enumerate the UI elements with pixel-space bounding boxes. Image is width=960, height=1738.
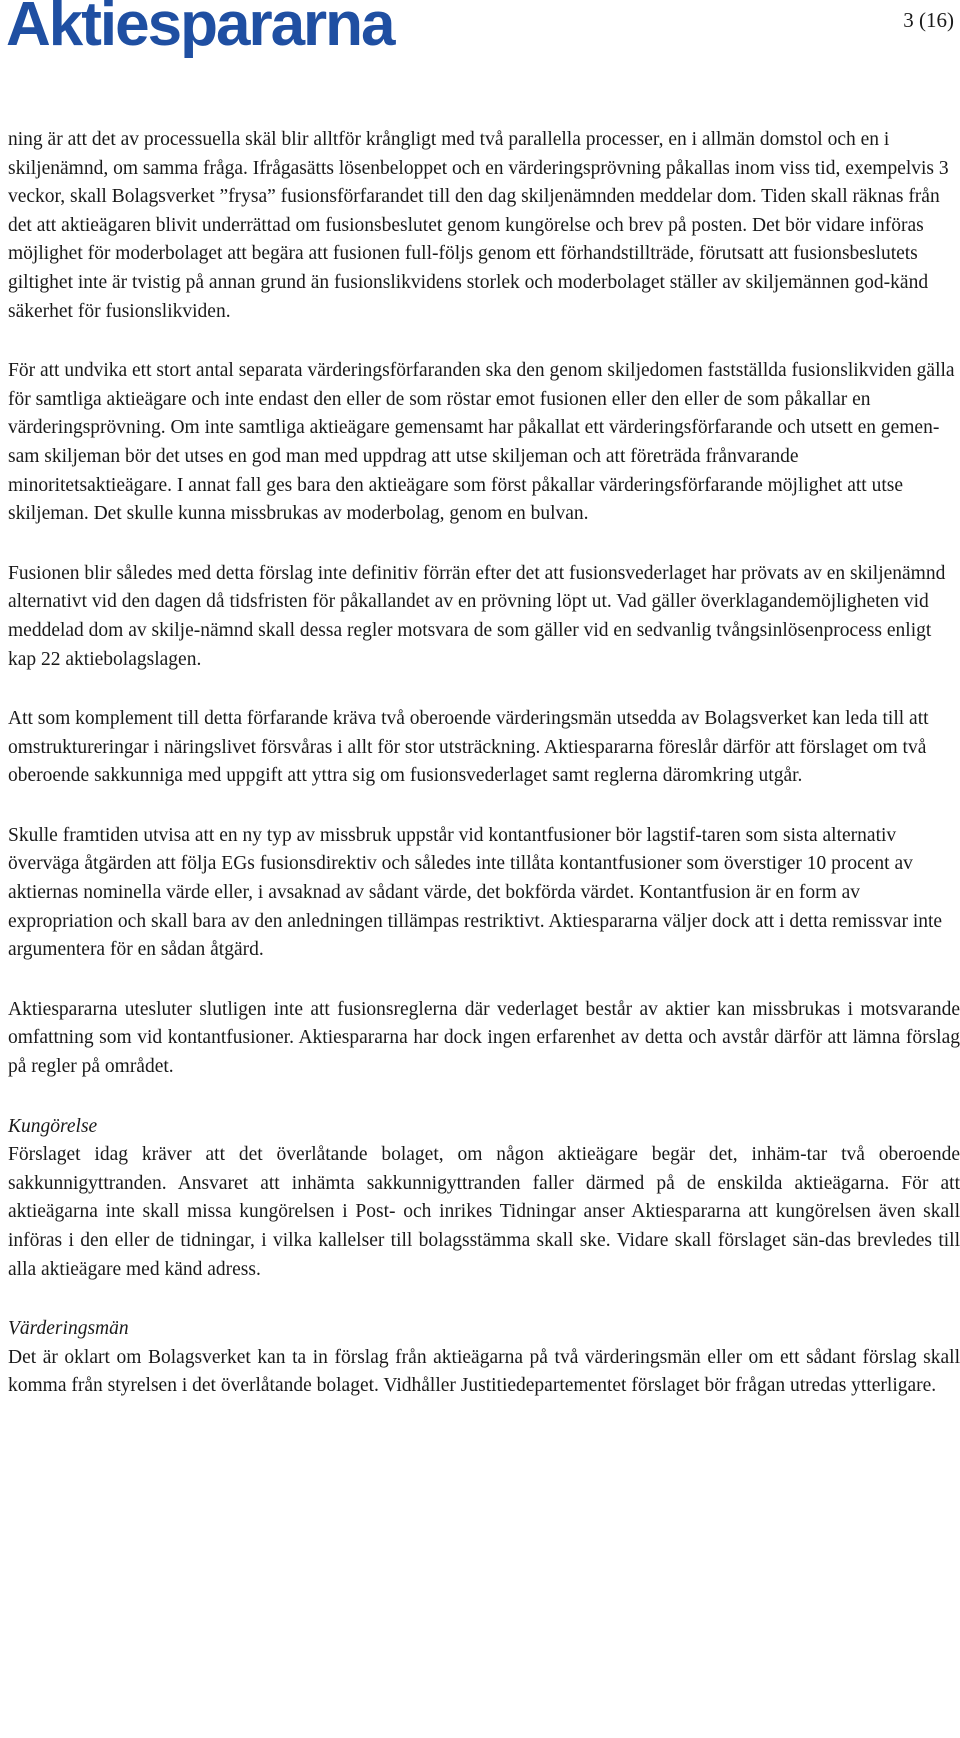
paragraph-independent-valuers: Att som komplement till detta förfarande kräva två oberoende värderingsmän utsedda av Bolagsverket kan leda till att omstruktureringar i näringslivet försvåras i allt för stor utsträckning. Aktiespararna föreslår därför att förslaget om två oberoende sakkunniga med uppgift att yttra sig om fusionsvederlaget samt reglerna däromkring utgår.	[8, 708, 929, 787]
section-kungorelse	[8, 1113, 960, 1285]
section-text-kungorelse: Förslaget idag kräver att det överlåtande bolaget, om någon aktieägare begär det, inhäm-tar två oberoende sakkunnigyttranden. Ansvaret att inhämta sakkunnigyttranden faller därmed på de enskilda aktieägarna. För att aktieägarna inte skall missa kungörelsen i Post- och inrikes Tidningar anser Aktiespararna att kungörelsen även skall införas i den eller de tidningar, i vilka kallelser till bolagsstämma skall ske. Vidare skall förslaget sän-das brevledes till alla aktieägare med känd adress.	[8, 1144, 960, 1280]
paragraph-fusion-process: ning är att det av processuella skäl blir alltför krångligt med två parallella processer, en i allmän domstol och en i skiljenämnd, om samma fråga. Ifrågasätts lösenbeloppet och en värderingsprövning påkallas inom viss tid, exempelvis 3 veckor, skall Bolagsverket ”frysa” fusionsförfarandet till den dag skiljenämnden meddelar dom. Tiden skall räknas från det att aktieägaren blivit underrättad om fusionsbeslutet genom kungörelse och brev på posten. Det bör vidare införas möjlighet för moderbolaget att begära att fusionen full-följs genom ett förhandstillträde, förutsatt att fusionsbeslutets giltighet inte är tvistig på annan grund än fusionslikvidens storlek och moderbolaget ställer av skiljemännen god-känd säkerhet för fusionslikviden.	[8, 129, 949, 322]
paragraph-share-consideration: Aktiespararna utesluter slutligen inte att fusionsreglerna där vederlaget består av aktier kan missbrukas i motsvarande omfattning som vid kontantfusioner. Aktiespararna har dock ingen erfarenhet av detta och avstår därför att lämna förslag på regler på området.	[8, 998, 960, 1078]
paragraph-valuation-procedures: För att undvika ett stort antal separata värderingsförfaranden ska den genom skiljedomen fastställda fusionslikviden gälla för samtliga aktieägare och inte endast den eller de som röstar emot fusionen eller den eller de som påkallar en värderingsprövning. Om inte samtliga aktieägare gemensamt har påkallat ett värderingsförfarande och utsett en gemen-sam skiljeman bör det utses en god man med uppdrag att utse skiljeman och att företräda frånvarande minoritetsaktieägare. I annat fall ges bara den aktieägare som först påkallar värderingsförfarande möjlighet att utse skiljeman. Det skulle kunna missbrukas av moderbolag, genom en bulvan.	[8, 360, 955, 525]
paragraph-fusion-definitive: Fusionen blir således med detta förslag inte definitiv förrän efter det att fusionsvederlaget har prövats av en skiljenämnd alternativt vid den dagen då tidsfristen för påkallandet av en prövning löpt ut. Vad gäller överklagandemöjligheten vid meddelad dom av skilje-nämnd skall dessa regler motsvara de som gäller vid en sedvanlig tvångsinlösenprocess enligt kap 22 aktiebolagslagen.	[8, 562, 946, 670]
section-heading-kungorelse: Kungörelse	[8, 1115, 98, 1137]
section-heading-varderingsman: Värderingsmän	[8, 1318, 129, 1340]
section-varderingsman	[8, 1315, 960, 1401]
page-number: 3 (16)	[903, 8, 954, 32]
section-text-varderingsman: Det är oklart om Bolagsverket kan ta in förslag från aktieägarna på två värderingsmän eller om ett sådant förslag skall komma från styrelsen i det överlåtande bolaget. Vidhåller Justitiedepartementet förslaget bör frågan utredas ytterligare.	[8, 1346, 960, 1397]
document-body	[8, 126, 960, 1401]
page-header	[0, 0, 960, 80]
aktiespararna-logo: Aktiespararna	[6, 0, 394, 59]
paragraph-future-abuse: Skulle framtiden utvisa att en ny typ av missbruk uppstår vid kontantfusioner bör lagstif-taren som sista alternativ överväga åtgärden att följa EGs fusionsdirektiv och således inte tillåta kontantfusioner som överstiger 10 procent av aktiernas nominella värde eller, i avsaknad av sådant värde, det bokförda värdet. Kontantfusion är en form av expropriation och skall bara av den anledningen tillämpas restriktivt. Aktiespararna väljer dock att i detta remissvar inte argumentera för en sådan åtgärd.	[8, 824, 943, 961]
